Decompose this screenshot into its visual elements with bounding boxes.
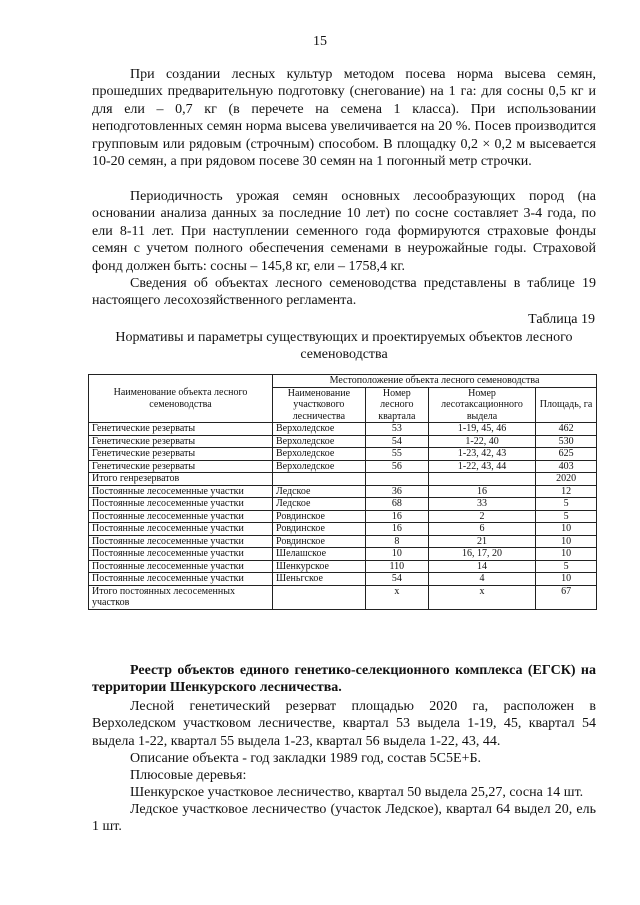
cell-quarter bbox=[365, 473, 428, 486]
table-row bbox=[89, 535, 597, 548]
table-row bbox=[89, 498, 597, 511]
cell-quarter: 54 bbox=[365, 435, 428, 448]
table-body bbox=[89, 423, 597, 610]
cell-forestry: Ледское bbox=[273, 498, 366, 511]
cell-forestry: Верхоледское bbox=[273, 435, 366, 448]
header-area: Площадь, га bbox=[536, 387, 597, 423]
paragraph-yield-periodicity: Периодичность урожая семян основных лесообразующих пород (на основании анализа данных за последние 10 лет) по сосне составляет 3-4 года, по ели 8-11 лет. При наступлении семенного года формируются страховые фонды семян с учетом полного обеспечения семенами в неурожайные годы. Страховой фонд должен быть: сосны – 145,8 кг, ели – 1758,4 кг. bbox=[92, 189, 596, 274]
cell-vydel: 1-23, 42, 43 bbox=[428, 448, 535, 461]
registry-heading: Реестр объектов единого генетико-селекционного комплекса (ЕГСК) на территории Шенкурского лесничества. bbox=[92, 663, 596, 695]
cell-quarter: 56 bbox=[365, 460, 428, 473]
cell-quarter: 110 bbox=[365, 560, 428, 573]
page-number: 15 bbox=[313, 34, 327, 49]
cell-area: 5 bbox=[536, 498, 597, 511]
cell-name: Генетические резерваты bbox=[89, 448, 273, 461]
cell-area: 10 bbox=[536, 548, 597, 561]
table-title: Нормативы и параметры существующих и проектируемых объектов лесного семеноводства bbox=[115, 330, 573, 362]
cell-forestry: Шенкурское bbox=[273, 560, 366, 573]
table-row bbox=[89, 523, 597, 536]
cell-forestry: Верхоледское bbox=[273, 423, 366, 436]
cell-vydel bbox=[428, 473, 535, 486]
cell-vydel: 1-19, 45, 46 bbox=[428, 423, 535, 436]
plus-tree-item: Шенкурское участковое лесничество, квартал 50 выдела 25,27, сосна 14 шт. bbox=[130, 785, 584, 800]
table-row bbox=[89, 485, 597, 498]
cell-name: Постоянные лесосеменные участки bbox=[89, 485, 273, 498]
cell-forestry: Ледское bbox=[273, 485, 366, 498]
registry-object-description: Описание объекта - год закладки 1989 год, состав 5С5Е+Б. bbox=[130, 751, 482, 766]
cell-quarter: 53 bbox=[365, 423, 428, 436]
table-label: Таблица 19 bbox=[528, 312, 595, 327]
cell-quarter: 36 bbox=[365, 485, 428, 498]
cell-name: Постоянные лесосеменные участки bbox=[89, 548, 273, 561]
table-row bbox=[89, 448, 597, 461]
cell-name: Постоянные лесосеменные участки bbox=[89, 510, 273, 523]
seed-objects-table bbox=[88, 374, 597, 610]
header-quarter: Номер лесного квартала bbox=[365, 387, 428, 423]
cell-forestry bbox=[273, 473, 366, 486]
registry-reserve-description: Лесной генетический резерват площадью 2020 га, расположен в Верхоледском участковом лесничестве, квартал 53 выдела 1-19, 45, квартал 54 выдела 1-22, квартал 55 выдела 1-23, квартал 56 выдела 1-22, 43, 44. bbox=[92, 699, 596, 749]
cell-forestry: Ровдинское bbox=[273, 523, 366, 536]
cell-name: Генетические резерваты bbox=[89, 423, 273, 436]
cell-quarter: х bbox=[365, 585, 428, 609]
table-row bbox=[89, 473, 597, 486]
header-forestry: Наименование участкового лесничества bbox=[273, 387, 366, 423]
header-object-name: Наименование объекта лесного семеноводства bbox=[89, 375, 273, 423]
cell-area: 403 bbox=[536, 460, 597, 473]
cell-vydel: 1-22, 43, 44 bbox=[428, 460, 535, 473]
cell-vydel: 33 bbox=[428, 498, 535, 511]
cell-quarter: 54 bbox=[365, 573, 428, 586]
cell-area: 530 bbox=[536, 435, 597, 448]
cell-quarter: 55 bbox=[365, 448, 428, 461]
plus-tree-item: Ледское участковое лесничество (участок Ледское), квартал 64 выдел 20, ель 1 шт. bbox=[92, 802, 596, 835]
cell-quarter: 10 bbox=[365, 548, 428, 561]
header-vydel: Номер лесотаксационного выдела bbox=[428, 387, 535, 423]
cell-vydel: 1-22, 40 bbox=[428, 435, 535, 448]
cell-area: 5 bbox=[536, 560, 597, 573]
table-row bbox=[89, 435, 597, 448]
cell-vydel: 14 bbox=[428, 560, 535, 573]
table-row bbox=[89, 460, 597, 473]
cell-forestry: Ровдинское bbox=[273, 535, 366, 548]
cell-forestry bbox=[273, 585, 366, 609]
cell-name: Постоянные лесосеменные участки bbox=[89, 560, 273, 573]
table-row bbox=[89, 423, 597, 436]
cell-name: Постоянные лесосеменные участки bbox=[89, 573, 273, 586]
paragraph-sowing-norms: При создании лесных культур методом посева норма высева семян, прошедших предварительную подготовку (снегование) на 1 га: для сосны 0,5 кг и для ели – 0,7 кг (в перечете на семена 1 класса). При использовании неподготовленных семян норма высева увеличивается на 20 %. Посев производится групповым или рядовым (строчным) способом. В площадку 0,2 × 0,2 м высевается 10-20 семян, а при рядовом посеве 30 семян на 1 погонный метр строчки. bbox=[92, 67, 596, 170]
table-row bbox=[89, 573, 597, 586]
cell-area: 10 bbox=[536, 573, 597, 586]
cell-vydel: х bbox=[428, 585, 535, 609]
cell-area: 67 bbox=[536, 585, 597, 609]
cell-forestry: Верхоледское bbox=[273, 448, 366, 461]
cell-vydel: 16 bbox=[428, 485, 535, 498]
cell-area: 5 bbox=[536, 510, 597, 523]
cell-name: Генетические резерваты bbox=[89, 460, 273, 473]
cell-vydel: 16, 17, 20 bbox=[428, 548, 535, 561]
plus-trees-label: Плюсовые деревья: bbox=[130, 768, 247, 783]
cell-name: Итого генрезерватов bbox=[89, 473, 273, 486]
cell-quarter: 16 bbox=[365, 510, 428, 523]
cell-vydel: 4 bbox=[428, 573, 535, 586]
cell-name: Итого постоянных лесосеменных участков bbox=[89, 585, 273, 609]
table-row bbox=[89, 548, 597, 561]
cell-quarter: 68 bbox=[365, 498, 428, 511]
cell-forestry: Ровдинское bbox=[273, 510, 366, 523]
cell-quarter: 16 bbox=[365, 523, 428, 536]
cell-name: Генетические резерваты bbox=[89, 435, 273, 448]
cell-vydel: 21 bbox=[428, 535, 535, 548]
table-row bbox=[89, 585, 597, 609]
cell-vydel: 6 bbox=[428, 523, 535, 536]
header-location-group: Местоположение объекта лесного семеноводства bbox=[273, 375, 597, 388]
cell-area: 625 bbox=[536, 448, 597, 461]
table-row bbox=[89, 560, 597, 573]
paragraph-table-reference: Сведения об объектах лесного семеноводства представлены в таблице 19 настоящего лесохозяйственного регламента. bbox=[92, 276, 596, 309]
cell-area: 462 bbox=[536, 423, 597, 436]
cell-forestry: Шелашское bbox=[273, 548, 366, 561]
cell-vydel: 2 bbox=[428, 510, 535, 523]
cell-name: Постоянные лесосеменные участки bbox=[89, 523, 273, 536]
cell-quarter: 8 bbox=[365, 535, 428, 548]
cell-area: 2020 bbox=[536, 473, 597, 486]
cell-name: Постоянные лесосеменные участки bbox=[89, 498, 273, 511]
cell-forestry: Верхоледское bbox=[273, 460, 366, 473]
cell-area: 10 bbox=[536, 535, 597, 548]
cell-area: 10 bbox=[536, 523, 597, 536]
table-row bbox=[89, 510, 597, 523]
cell-name: Постоянные лесосеменные участки bbox=[89, 535, 273, 548]
cell-area: 12 bbox=[536, 485, 597, 498]
cell-forestry: Шеньгское bbox=[273, 573, 366, 586]
